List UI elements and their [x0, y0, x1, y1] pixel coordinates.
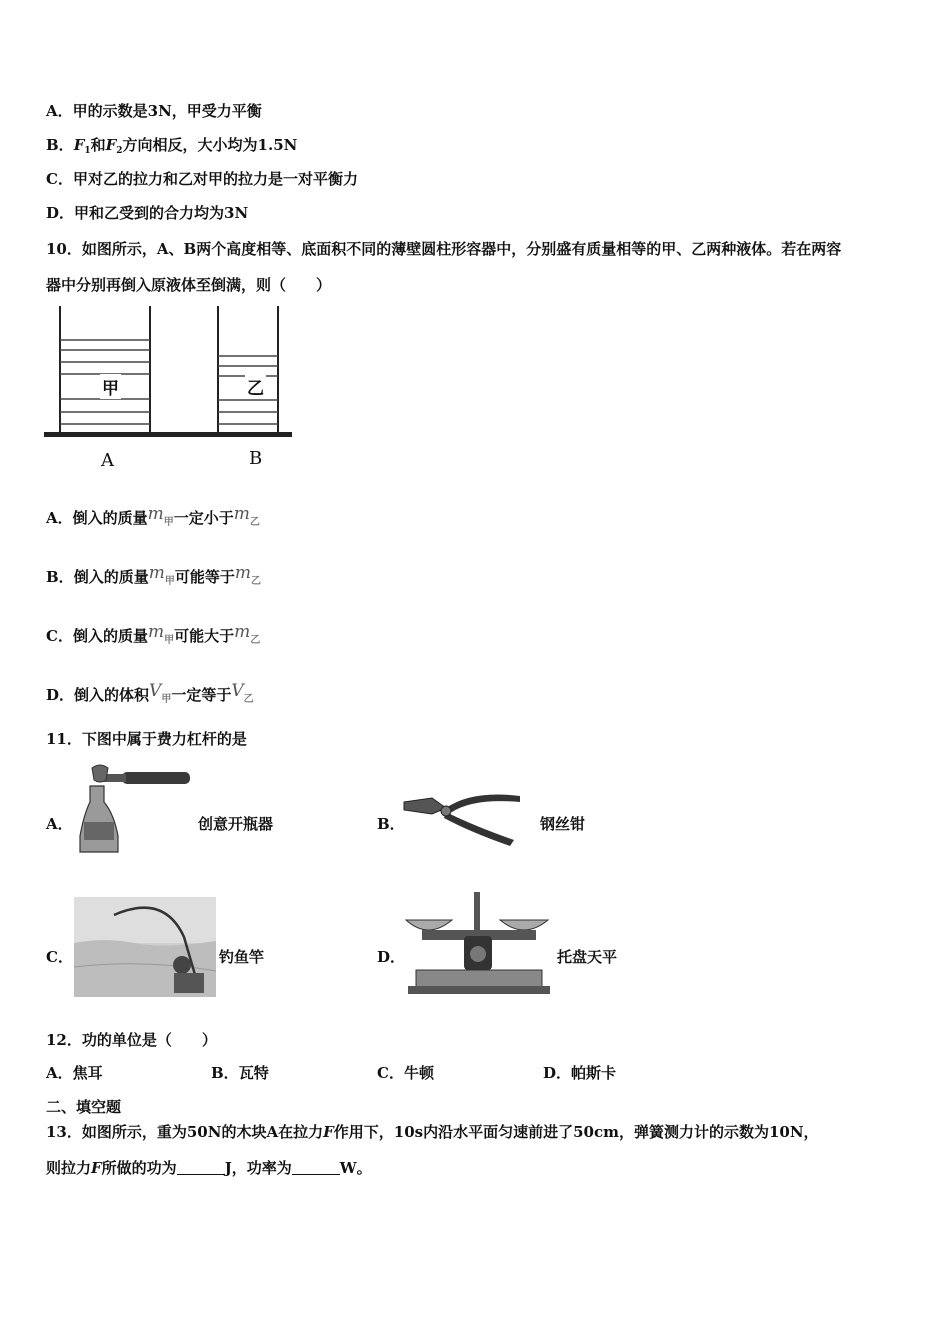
q13-text-pre: 则拉力	[46, 1159, 92, 1177]
symbol-1: m	[148, 563, 165, 583]
liquid-b-label: 乙	[245, 374, 266, 399]
q11-option-c-caption: 钓鱼竿	[219, 948, 265, 966]
q11-option-b-caption: 钢丝钳	[540, 815, 586, 833]
symbol-1: m	[147, 504, 164, 524]
symbol-2: m	[234, 622, 251, 642]
bottle-opener-image	[78, 762, 193, 854]
q12-option-a	[46, 1063, 103, 1083]
symbol-1-subscript: 甲	[164, 576, 175, 587]
container-a-label: A	[101, 450, 114, 471]
q10-stem-line2: 器中分别再倒入原液体至倒满，则（ ）	[46, 276, 332, 294]
force-f: F	[91, 1159, 102, 1177]
q9-option-c	[46, 169, 358, 189]
symbol-2-subscript: 乙	[243, 694, 254, 705]
force-f1-subscript: 1	[84, 146, 91, 156]
option-label: C．	[46, 170, 73, 188]
q13-text-pre: 13．如图所示，重为50N的木块A在拉力	[46, 1123, 324, 1141]
option-label: D．	[46, 686, 75, 704]
option-label: A．	[46, 102, 73, 120]
symbol-1: m	[147, 622, 165, 642]
option-relation: 可能大于	[174, 627, 235, 645]
symbol-1-subscript: 甲	[163, 517, 174, 528]
option-prefix: 倒入的质量	[73, 568, 149, 586]
symbol-2: m	[234, 563, 251, 583]
q13-text-post: 作用下，10s内沿水平面匀速前进了50cm，弹簧测力计的示数为10N，	[333, 1123, 819, 1141]
pliers-image	[402, 788, 524, 850]
option-prefix: 倒入的质量	[72, 509, 148, 527]
option-text: 甲对乙的拉力和乙对甲的拉力是一对平衡力	[72, 170, 358, 188]
symbol-2: m	[233, 504, 250, 524]
symbol-1-subscript: 甲	[161, 694, 172, 705]
q11-option-d-caption: 托盘天平	[557, 948, 618, 966]
q12-option-c	[377, 1063, 434, 1083]
option-label: D．	[543, 1064, 572, 1082]
force-f1: F	[73, 136, 85, 154]
q13-unit-power: W。	[339, 1159, 372, 1177]
container-b-label: B	[249, 448, 263, 469]
q10-option-b	[46, 563, 261, 592]
option-text: 方向相反，大小均为1.5N	[122, 136, 298, 154]
q12-stem: 12．功的单位是（ ）	[46, 1031, 217, 1049]
option-relation: 可能等于	[174, 568, 235, 586]
q12-option-b	[211, 1063, 269, 1083]
force-f2: F	[105, 136, 117, 154]
option-label: C．	[46, 627, 73, 645]
symbol-1-subscript: 甲	[164, 635, 175, 646]
option-label: A．	[46, 509, 73, 527]
option-label: B．	[211, 1064, 239, 1082]
option-label: D．	[46, 204, 75, 222]
q10-option-a	[46, 504, 260, 533]
symbol-2-subscript: 乙	[250, 635, 261, 646]
q13-unit-work: J，功率为	[224, 1159, 292, 1177]
q11-option-c-label: C．	[46, 948, 73, 966]
q11-option-a-label: A．	[46, 815, 73, 833]
q11-option-a-caption: 创意开瓶器	[198, 815, 274, 833]
force-f: F	[323, 1123, 334, 1141]
q9-option-b	[46, 135, 297, 161]
option-label: B．	[46, 568, 74, 586]
symbol-2-subscript: 乙	[249, 517, 260, 528]
q13-text-mid: 所做的功为	[101, 1159, 177, 1177]
option-text: 瓦特	[238, 1064, 269, 1082]
option-text: 甲的示数是3N，甲受力平衡	[72, 102, 262, 120]
q12-option-d	[543, 1063, 616, 1083]
q13-stem-line2	[46, 1158, 372, 1178]
q9-option-a	[46, 101, 262, 121]
option-label: A．	[46, 1064, 73, 1082]
balance-scale-image	[402, 892, 556, 996]
option-prefix: 倒入的体积	[74, 686, 150, 704]
q11-stem: 11．下图中属于费力杠杆的是	[46, 730, 247, 748]
liquid-a-label: 甲	[100, 374, 121, 399]
option-connector: 和	[90, 136, 106, 154]
section-heading-fill-in: 二、填空题	[46, 1098, 122, 1116]
option-text: 帕斯卡	[571, 1064, 617, 1082]
q11-option-b-label: B．	[377, 815, 405, 833]
option-relation: 一定小于	[173, 509, 234, 527]
q11-option-d-label: D．	[377, 948, 406, 966]
work-answer-blank[interactable]	[177, 1160, 225, 1175]
option-relation: 一定等于	[171, 686, 232, 704]
q9-option-d	[46, 203, 248, 223]
q10-stem-line1: 10．如图所示，A、B两个高度相等、底面积不同的薄壁圆柱形容器中，分别盛有质量相等的甲、乙两种液体。若在两容	[46, 240, 842, 258]
option-text: 甲和乙受到的合力均为3N	[74, 204, 249, 222]
fishing-rod-image	[74, 897, 216, 997]
symbol-1: V	[149, 681, 162, 701]
q10-option-d	[46, 681, 254, 710]
option-label: C．	[377, 1064, 404, 1082]
q10-option-c	[46, 622, 260, 651]
symbol-2: V	[231, 681, 244, 701]
power-answer-blank[interactable]	[292, 1160, 340, 1175]
symbol-2-subscript: 乙	[250, 576, 261, 587]
force-f2-subscript: 2	[116, 146, 123, 156]
q13-stem-line1	[46, 1122, 819, 1142]
option-prefix: 倒入的质量	[72, 627, 148, 645]
option-text: 焦耳	[72, 1064, 103, 1082]
option-label: B．	[46, 136, 74, 154]
option-text: 牛顿	[403, 1064, 434, 1082]
